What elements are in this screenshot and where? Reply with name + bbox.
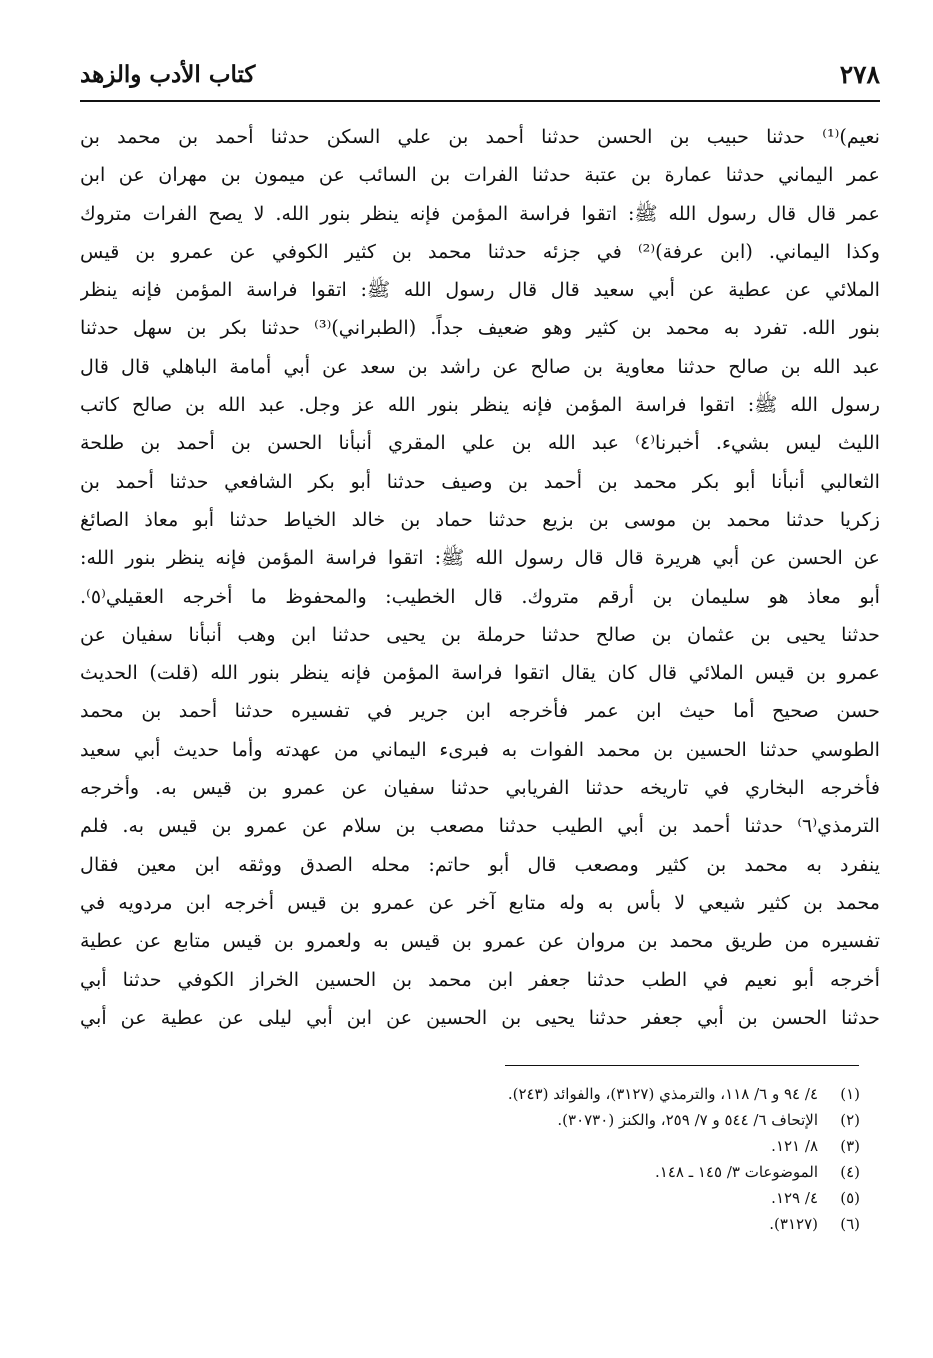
text-line: ينفرد به محمد بن كثير ومصعب قال أبو حاتم: محله الصدق ووثقه ابن معين فقال <box>80 852 880 876</box>
text-line: تفسيره من طريق محمد بن مروان عن عمرو بن قيس به ولعمرو بن قيس متابع عن عطية <box>80 929 880 953</box>
footnote-item <box>300 1211 860 1237</box>
text-line: عمرو بن قيس الملائي قال كان يقال اتقوا فراسة المؤمن فإنه ينظر بنور الله (قلت) الحديث <box>80 661 880 685</box>
footnote-number: (٢) <box>840 1111 860 1129</box>
footnote-separator <box>505 1065 859 1066</box>
footnote-item <box>300 1159 860 1185</box>
text-line: وكذا اليماني. (ابن عرفة)⁽²⁾ في جزئه حدثنا محمد بن كثير الكوفي عن عمرو بن قيس <box>80 239 880 263</box>
book-title: كتاب الأدب والزهد <box>80 61 256 88</box>
page-number: ٢٧٨ <box>839 60 880 89</box>
text-line: الثعالبي أنبأنا أبو بكر محمد بن أحمد بن وصيف حدثنا أبو بكر الشافعي حدثنا أحمد بن <box>80 469 880 493</box>
running-header <box>80 58 880 98</box>
footnote-text: ٤/ ٩٤ و ٦/ ١١٨، والترمذي (٣١٢٧)، والفوائد (٢٤٣). <box>507 1085 818 1103</box>
text-line: بنور الله. تفرد به محمد بن كثير وهو ضعيف جداً. (الطبراني)⁽³⁾ حدثنا بكر بن سهل حدثنا <box>80 316 880 340</box>
text-line: عمر قال قال رسول الله ﷺ: اتقوا فراسة المؤمن فإنه ينظر بنور الله. لا يصح الفرات متروك <box>80 201 880 225</box>
main-text <box>80 118 880 1037</box>
footnote-item <box>300 1081 860 1107</box>
footnote-text: الإتحاف ٦/ ٥٤٤ و ٧/ ٢٥٩، والكنز (٣٠٧٣٠). <box>557 1111 818 1129</box>
text-line: الليث ليس بشيء. أخبرنا⁽٤⁾ عبد الله بن علي المقري أنبأنا الحسن بن أحمد بن طلحة <box>80 431 880 455</box>
footnote-item <box>300 1107 860 1133</box>
footnote-number: (١) <box>840 1085 860 1103</box>
text-line: الترمذي⁽٦⁾ حدثنا أحمد بن أبي الطيب حدثنا مصعب بن سلام عن عمرو بن قيس به. فلم <box>80 814 880 838</box>
text-line: نعيم)⁽¹⁾ حدثنا حبيب بن الحسن حدثنا أحمد بن علي السكن حدثنا أحمد بن محمد بن <box>80 125 880 148</box>
text-line: زكريا حدثنا محمد بن موسى بن بزيع حدثنا حماد بن خالد الخياط حدثنا أبو معاذ الصائغ <box>80 507 880 531</box>
text-line: محمد بن كثير شيعي لا بأس به وله متابع آخر عن عمرو بن قيس أخرجه ابن مردويه في <box>80 890 880 914</box>
text-line: حدثنا يحيى بن عثمان بن صالح حدثنا حرملة بن يحيى حدثنا ابن وهب أنبأنا سفيان عن <box>80 622 880 646</box>
footnote-item <box>300 1185 860 1211</box>
footnote-item <box>300 1133 860 1159</box>
text-line: حدثنا الحسن بن أبي جعفر حدثنا يحيى بن الحسين عن ابن أبي ليلى عن عطية عن أبي <box>80 1005 880 1029</box>
footnote-text: ٨/ ١٢١. <box>771 1137 818 1155</box>
text-line: عمر اليماني حدثنا عمارة بن عتبة حدثنا الفرات بن السائب عن ميمون بن مهران عن ابن <box>80 163 880 187</box>
text-line: الملائي عن عطية عن أبي سعيد قال قال رسول الله ﷺ: اتقوا فراسة المؤمن فإنه ينظر <box>80 278 880 302</box>
footnote-number: (٥) <box>840 1189 860 1207</box>
text-line: الطوسي حدثنا الحسين بن محمد الفوات به فبرىء اليماني من عهدته وأما حديث أبي سعيد <box>80 737 880 761</box>
text-line: رسول الله ﷺ: اتقوا فراسة المؤمن فإنه ينظر بنور الله عز وجل. عبد الله بن صالح كاتب <box>80 393 880 417</box>
footnote-text: ٤/ ١٢٩. <box>771 1189 818 1207</box>
text-line: عبد الله بن صالح حدثنا معاوية بن صالح عن راشد بن سعد عن أبي أمامة الباهلي قال قال <box>80 354 880 378</box>
text-line: أبو معاذ هو سليمان بن أرقم متروك. قال الخطيب: والمحفوظ ما أخرجه العقيلي⁽٥⁾. <box>80 584 880 608</box>
footnote-number: (٣) <box>840 1137 860 1155</box>
text-line: أخرجه أبو نعيم في الطب حدثنا جعفر ابن محمد بن الحسين الخراز الكوفي حدثنا أبي <box>80 967 880 991</box>
footnote-number: (٦) <box>840 1215 860 1233</box>
footnotes <box>300 1081 860 1237</box>
text-line: فأخرجه البخاري في تاريخه حدثنا الفريابي حدثنا سفيان عن عمرو بن قيس به. وأخرجه <box>80 776 880 800</box>
footnote-text: الموضوعات ٣/ ١٤٥ ـ ١٤٨. <box>654 1163 818 1181</box>
text-line: عن الحسن عن أبي هريرة قال قال رسول الله ﷺ: اتقوا فراسة المؤمن فإنه ينظر بنور الله: <box>80 546 880 570</box>
footnote-number: (٤) <box>840 1163 860 1181</box>
footnote-text: (٣١٢٧). <box>769 1215 818 1233</box>
header-rule <box>80 100 880 102</box>
text-line: حسن صحيح أما حيث ابن عمر فأخرجه ابن جرير في تفسيره حدثنا أحمد بن محمد <box>80 699 880 723</box>
